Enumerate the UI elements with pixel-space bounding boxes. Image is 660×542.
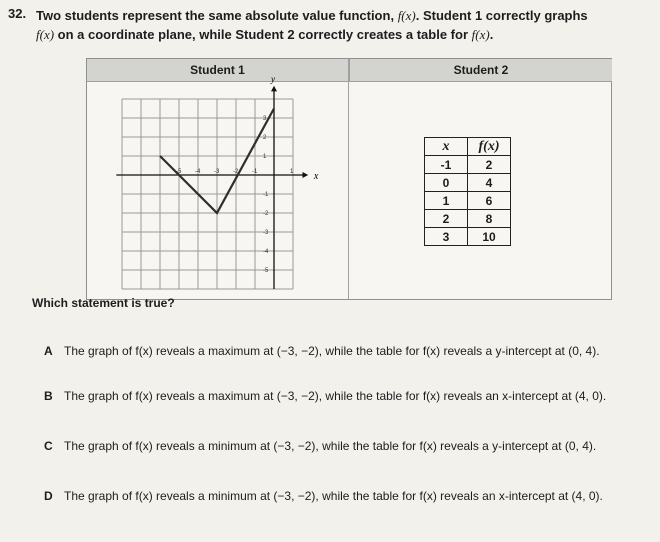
table-cell: 1 [425,192,468,210]
option-text: The graph of f(x) reveals a minimum at (−3, −2), while the table for f(x) reveals a y-intercept at (0, 4). [64,439,597,453]
stem-part2: . Student 1 correctly graphs [415,8,588,23]
option-letter: A [44,344,53,358]
table-row [425,156,511,174]
coordinate-graph [104,73,319,295]
y-tick-label: 1 [263,154,267,160]
graph-axes [116,74,319,289]
table-cell: -1 [425,156,468,174]
answer-option-d[interactable] [44,487,634,506]
y-axis-label: y [271,73,275,84]
x-tick-label: -4 [195,169,201,175]
question-number: 32. [8,6,27,21]
y-tick-label: -1 [263,192,269,198]
option-letter: D [44,489,53,503]
table-cell: 10 [468,228,511,246]
y-tick-label: -3 [263,230,269,236]
graph-tick-labels [176,116,294,274]
answer-option-a[interactable] [44,342,634,361]
table-header-fx: f(x) [468,138,511,156]
x-tick-label: -1 [252,169,258,175]
x-axis-arrow [303,172,309,178]
student2-header: Student 2 [349,59,612,82]
question-stem [36,6,646,44]
x-tick-label: -3 [214,169,220,175]
option-text: The graph of f(x) reveals a maximum at (−3, −2), while the table for f(x) reveals an x-intercept at (4, 0). [64,389,607,403]
y-tick-label: -2 [263,211,269,217]
y-tick-label: -5 [263,268,269,274]
panel-divider [348,59,349,299]
table-header-row [425,138,511,156]
function-table [424,137,511,246]
table-cell: 3 [425,228,468,246]
x-tick-label: -5 [176,169,182,175]
table-header-x: x [425,138,468,156]
stem-part4: . [489,27,494,42]
function-name: f(x) [471,27,490,42]
answer-option-b[interactable] [44,387,634,406]
table-cell: 6 [468,192,511,210]
table-row [425,192,511,210]
table-cell: 8 [468,210,511,228]
table-cell: 0 [425,174,468,192]
table-row [425,174,511,192]
x-axis-label: x [313,171,319,182]
x-tick-label: -2 [233,169,239,175]
y-tick-label: -4 [263,249,269,255]
prompt-text: Which statement is true? [32,296,175,310]
table-cell: 2 [425,210,468,228]
function-name: f(x) [36,27,55,42]
table-cell: 2 [468,156,511,174]
option-text: The graph of f(x) reveals a maximum at (−3, −2), while the table for f(x) reveals a y-intercept at (0, 4). [64,344,600,358]
student1-header: Student 1 [87,59,348,82]
y-tick-label: 2 [263,135,267,141]
stem-part3: on a coordinate plane, while Student 2 correctly creates a table for [57,27,469,42]
answer-option-c[interactable] [44,437,634,456]
option-text: The graph of f(x) reveals a minimum at (−3, −2), while the table for f(x) reveals an x-intercept at (4, 0). [64,489,603,503]
option-letter: C [44,439,53,453]
option-letter: B [44,389,53,403]
table-row [425,228,511,246]
function-name: f(x) [397,8,416,23]
table-row [425,210,511,228]
table-cell: 4 [468,174,511,192]
y-tick-label: 3 [263,116,267,122]
stem-part1: Two students represent the same absolute value function, [36,8,395,23]
y-axis-arrow [271,86,277,92]
x-tick-label: 1 [290,169,294,175]
